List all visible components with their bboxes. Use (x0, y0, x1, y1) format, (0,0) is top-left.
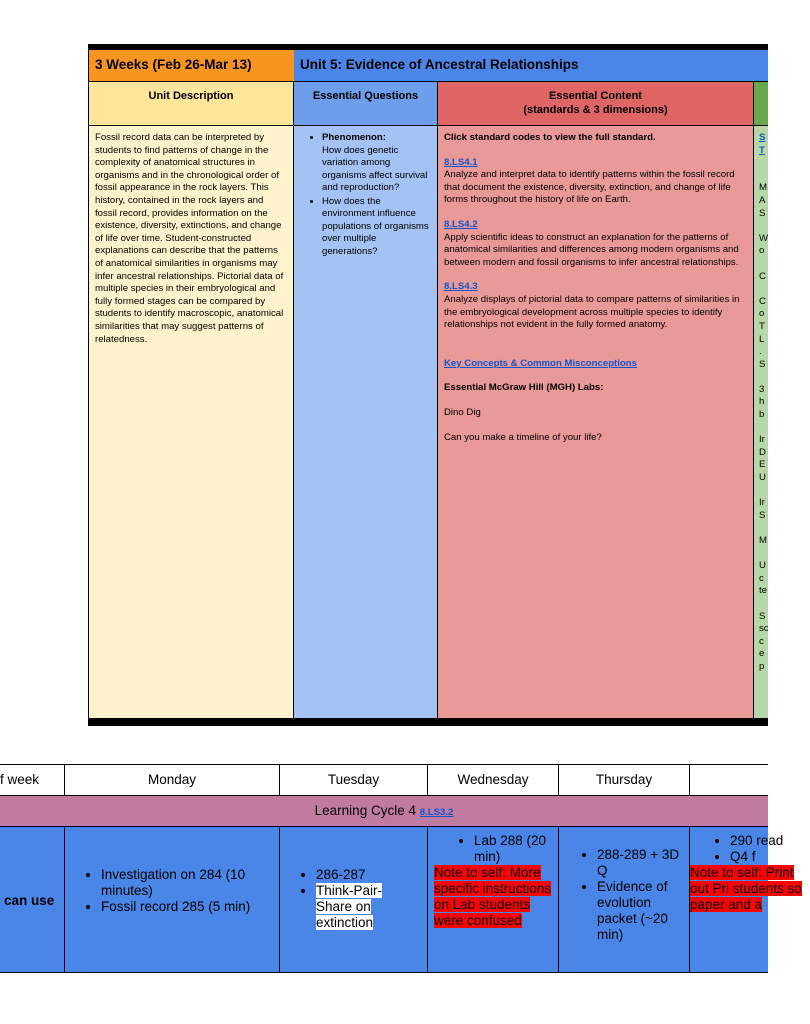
fourth-column-fragment (759, 548, 768, 561)
fourth-column-cell (754, 125, 768, 718)
essential-content-title: Essential Content (549, 90, 642, 102)
thursday-item: • 288-289 + 3D Q (597, 847, 681, 879)
unit-description-header: Unit Description (89, 81, 293, 125)
fourth-column-fragment (759, 283, 768, 296)
fourth-column-fragment: c (759, 635, 764, 647)
lab-item: Can you make a timeline of your life? (444, 431, 602, 443)
fourth-column-fragment: S (759, 509, 766, 521)
key-concepts-link[interactable]: Key Concepts & Common Misconceptions (444, 357, 637, 369)
question-item: • Phenomenon: (322, 132, 431, 145)
friday-item: • 290 read (730, 833, 768, 849)
essential-content-cell (438, 125, 753, 718)
fourth-column-fragment: e (759, 648, 765, 660)
essential-questions-header: Essential Questions (294, 81, 437, 125)
unit-description-cell (89, 125, 293, 718)
fourth-column-fragment: o (759, 245, 765, 257)
fourth-column-fragment: Ir (759, 434, 765, 446)
question-item: • How does the environment influence populations of organisms over multiple generations? (322, 196, 431, 259)
fourth-column-fragment: E (759, 459, 766, 471)
fourth-column-fragment: S (759, 358, 766, 370)
lab-item: Dino Dig (444, 406, 481, 418)
thursday-item: • Evidence of evolution packet (~20 min) (597, 879, 681, 943)
fourth-column-fragment: c (759, 572, 764, 584)
learning-cycle-label: Learning Cycle 4 (314, 803, 416, 818)
fourth-column-fragment: C (759, 270, 766, 282)
row-label-cell (0, 827, 64, 972)
thursday-cell (559, 827, 689, 972)
fourth-column-fragment: . (759, 346, 762, 358)
day-header-thursday: Thursday (559, 765, 689, 795)
monday-item: • Investigation on 284 (10 minutes) (101, 867, 279, 899)
fourth-column-fragment (759, 522, 768, 535)
day-header-friday (690, 765, 768, 795)
labs-title: Essential McGraw Hill (MGH) Labs: (444, 382, 604, 394)
fourth-column-fragment: M (759, 535, 767, 546)
fourth-column-fragment: C (759, 295, 766, 307)
unit-title-header: Unit 5: Evidence of Ancestral Relationships (294, 50, 768, 81)
fourth-column-fragment: sc (759, 623, 769, 635)
standard-link-8ls41[interactable]: 8.LS4.1 (444, 156, 478, 168)
essential-content-subtitle: (standards & 3 dimensions) (523, 104, 668, 116)
friday-item: • Q4 f (730, 849, 768, 865)
standard-text: Analyze displays of pictorial data to compare patterns of similarities in the embryological development across multiple species to identify relationships not evident in the fully formed anatomy. (444, 293, 740, 331)
monday-cell (65, 827, 279, 972)
day-header-tuesday: Tuesday (280, 765, 427, 795)
friday-note: Note to self: Print out Pri students so paper and a (690, 865, 802, 912)
fourth-column-fragment: S (759, 207, 766, 219)
question-item: How does genetic variation among organisms affect survival and reproduction? (322, 144, 428, 194)
fourth-column-fragment: 3 (759, 383, 765, 395)
week-col-label: f week (0, 765, 64, 795)
essential-content-header (438, 81, 753, 125)
standard-link-8ls43[interactable]: 8.LS4.3 (444, 281, 478, 293)
unit-weeks-header: 3 Weeks (Feb 26-Mar 13) (89, 50, 294, 81)
standard-text: Apply scientific ideas to construct an explanation for the patterns of anatomical similarities and differences among modern organisms and between modern and fossil organisms to infer ancestral relationships. (444, 231, 739, 268)
day-header-monday: Monday (65, 765, 279, 795)
fourth-column-fragment (759, 485, 768, 498)
friday-cell (690, 827, 802, 972)
fourth-column-fragment: U (759, 560, 766, 572)
fourth-column-fragment: Ir (759, 497, 765, 509)
fourth-column-fragment: A (759, 194, 766, 206)
fourth-column-fragment: L (759, 333, 765, 345)
content-intro: Click standard codes to view the full standard. (444, 132, 656, 143)
fourth-column-fragment: b (759, 409, 765, 421)
fourth-column-fragment: p (759, 660, 765, 672)
tuesday-item: • Think-Pair-Share on extinction (316, 883, 399, 931)
learning-cycle-standard-link[interactable]: 8.LS3.2 (419, 807, 454, 818)
fourth-column-fragment (759, 220, 768, 233)
fourth-column-fragment (759, 422, 768, 435)
fourth-column-fragment: M (759, 182, 767, 194)
tuesday-item: • 286-287 (316, 867, 399, 883)
fourth-column-fragment: S (759, 610, 766, 622)
fourth-column-fragment: o (759, 308, 765, 320)
wednesday-cell (428, 827, 558, 972)
day-header-wednesday: Wednesday (428, 765, 558, 795)
fourth-column-fragment (759, 258, 768, 271)
fourth-column-fragment: T (759, 320, 765, 332)
fourth-column-fragment: U (759, 472, 766, 484)
fourth-column-fragment: T (759, 144, 765, 156)
wednesday-item: • Lab 288 (20 min) (474, 833, 554, 865)
fourth-column-fragments (759, 132, 768, 674)
fourth-column-fragment (759, 598, 768, 611)
learning-cycle-row (0, 796, 768, 826)
fourth-column-header (754, 81, 768, 125)
fourth-column-fragment: S (759, 132, 766, 143)
fourth-column-fragment: W (759, 232, 769, 244)
row-label: can use (4, 893, 55, 908)
monday-item: • Fossil record 285 (5 min) (101, 899, 279, 915)
standard-link-8ls42[interactable]: 8.LS4.2 (444, 218, 478, 230)
standard-text: Analyze and interpret data to identify patterns within the fossil record that document the existence, diversity, extinction, and change of life forms throughout the history of life on Earth. (444, 169, 735, 206)
essential-questions-cell (294, 125, 437, 718)
unit-description-text: Fossil record data can be interpreted by students to find patterns of change in the complexity of anatomical structures in organisms and in the chronological order of fossil appearance in the rock layers. This history, contained in the rock layers and fossil record, provides information on the existence, diversity, extinctions, and change of life over time. Student-constructed explanations can describe that the patterns of anatomical similarities in organisms may infer ancestral relationships. Pictorial data of multiple species in their embryological and fully formed stages can be compared by students to identify macroscopic, anatomical similarities that may suggest patterns of relatedness. (95, 132, 284, 345)
fourth-column-fragment: te (759, 585, 768, 597)
tuesday-cell (280, 827, 427, 972)
fourth-column-fragment: h (759, 396, 765, 408)
fourth-column-fragment (759, 157, 768, 170)
wednesday-note: Note to self: More specific instructions on Lab students were confused (434, 865, 552, 928)
fourth-column-fragment: D (759, 446, 766, 458)
fourth-column-fragment (759, 371, 768, 384)
fourth-column-fragment (759, 170, 768, 183)
